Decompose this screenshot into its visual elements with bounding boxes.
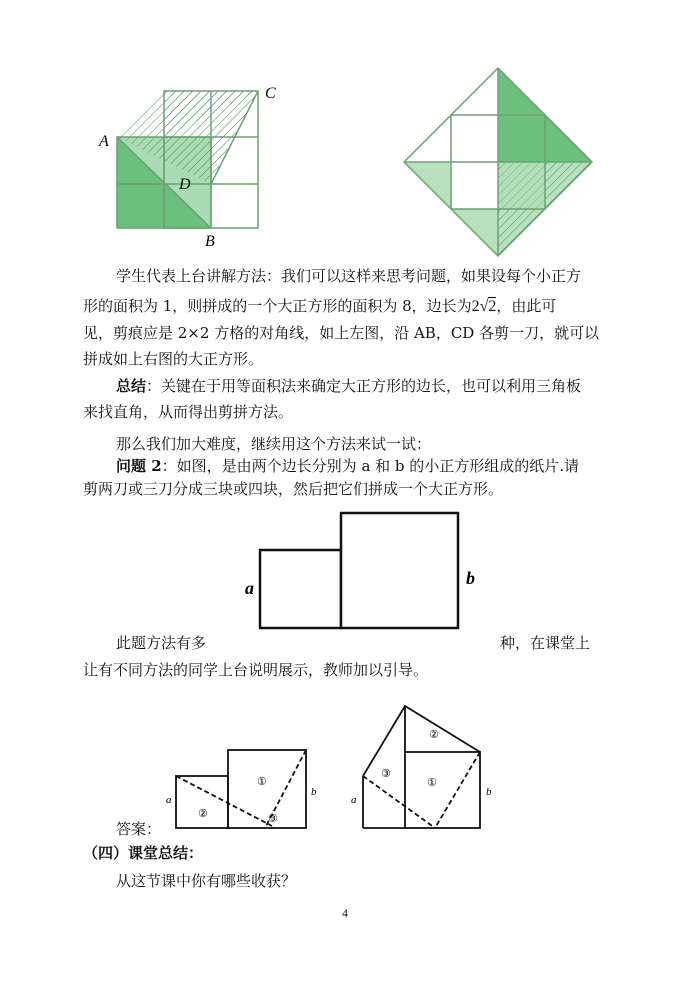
summary-label: 总结 [116, 377, 147, 395]
label-d: D [179, 176, 191, 193]
answer-left-piece2: ② [198, 808, 208, 820]
label-b: b [466, 568, 475, 588]
answer-left-piece1: ① [257, 776, 267, 788]
sqrt-arg: 2 [488, 298, 497, 315]
problem2-text: ：如图，是由两个边长分别为 a 和 b 的小正方形组成的纸片.请 [161, 457, 580, 475]
para1-line2-pre: 形的面积为 1，则拼成的一个大正方形的面积为 8，边长为 [83, 297, 472, 315]
answer-right-piece1: ① [427, 777, 437, 789]
answer-right-piece2: ② [429, 729, 439, 741]
methods-post: 种，在课堂上 [500, 634, 591, 652]
para1-line4: 拼成如上右图的大正方形。 [83, 350, 264, 368]
square-a [260, 550, 341, 628]
sqrt-sign: √ [479, 298, 489, 315]
figure-diamond-square [400, 64, 596, 260]
sqrt-coef: 2 [471, 298, 480, 315]
label-c: C [265, 85, 276, 102]
page-number: 4 [342, 906, 348, 920]
answer-right-a: a [351, 794, 357, 806]
answer-right-piece3: ③ [381, 768, 391, 780]
figure-cut-diagram [95, 78, 295, 253]
section4-heading: （四）课堂总结： [83, 844, 204, 862]
section4-line1: 从这节课中你有哪些收获？ [116, 872, 297, 890]
answer-label: 答案： [116, 820, 162, 838]
figure-two-squares [240, 508, 490, 633]
sqrt-expression [472, 297, 497, 315]
answer-left-b: b [311, 786, 317, 798]
label-b: B [205, 233, 215, 250]
summary-line2: 来找直角，从而得出剪拼方法。 [83, 403, 294, 421]
para1-line2-post: ，由此可 [496, 297, 557, 315]
para1-line3: 见，剪痕应是 2×2 方格的对角线，如上左图，沿 AB，CD 各剪一刀，就可以 [83, 324, 600, 342]
problem2-line2: 剪两刀或三刀分成三块或四块，然后把它们拼成一个大正方形。 [83, 480, 504, 498]
summary-line1 [116, 375, 581, 397]
square-b [341, 513, 458, 628]
answer-right-b: b [486, 786, 492, 798]
para1-line1: 学生代表上台讲解方法：我们可以这样来思考问题，如果设每个小正方 [116, 267, 582, 285]
problem2-label: 问题 2 [116, 457, 162, 475]
methods-line2: 让有不同方法的同学上台说明展示，教师加以引导。 [83, 661, 429, 679]
label-a: A [99, 133, 109, 150]
label-a: a [245, 578, 254, 598]
para1-line2 [83, 295, 556, 318]
answer-figure-left [160, 740, 325, 835]
answer-left-a: a [166, 794, 172, 806]
methods-pre: 此题方法有多 [116, 634, 207, 652]
para2-line1: 那么我们加大难度，继续用这个方法来试一试： [116, 435, 432, 453]
answer-left-piece3: ③ [268, 813, 278, 825]
answer-figure-right [345, 698, 505, 835]
summary-text: ：关键在于用等面积法来确定大正方形的边长，也可以利用三角板 [146, 377, 582, 395]
problem2-line1 [116, 455, 579, 477]
